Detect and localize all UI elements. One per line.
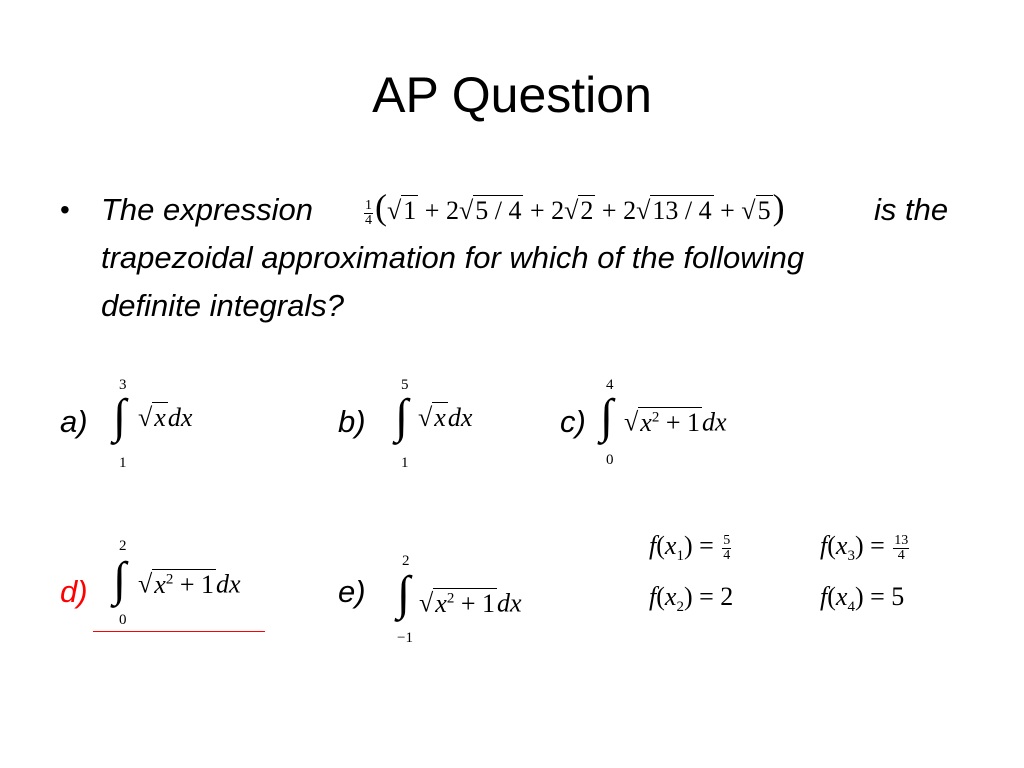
option-a-label: a) bbox=[60, 404, 88, 439]
answer-underline bbox=[93, 631, 265, 632]
integral-sign-icon: ∫ bbox=[113, 390, 127, 443]
option-b-label: b) bbox=[338, 404, 366, 439]
option-d-label: d) bbox=[60, 574, 88, 609]
option-e-label: e) bbox=[338, 574, 366, 609]
value-f-x4: $f(x_4) = 5$ bbox=[820, 582, 905, 616]
right-paren: ) bbox=[772, 187, 785, 227]
option-b-lower-limit: 1 bbox=[401, 455, 409, 471]
value-f-x1: $f(x_1)$ = $\frac{5}{4}$ bbox=[649, 531, 731, 565]
integral-sign-icon: ∫ bbox=[397, 567, 411, 620]
option-e-lower-limit: −1 bbox=[397, 630, 413, 646]
sqrt-term-1: √1 bbox=[387, 196, 417, 225]
question-line-2: trapezoidal approximation for which of the following bbox=[101, 240, 805, 275]
option-b-integrand: √xdx bbox=[418, 403, 473, 432]
left-paren: ( bbox=[375, 187, 387, 227]
question-line-3: definite integrals? bbox=[101, 288, 344, 323]
option-a-upper-limit: 3 bbox=[119, 377, 127, 393]
integral-sign-icon: ∫ bbox=[113, 553, 127, 606]
sqrt-term-3: √2 bbox=[564, 196, 594, 225]
option-e-upper-limit: 2 bbox=[402, 553, 410, 569]
question-intro: The expression bbox=[101, 192, 313, 227]
bullet-marker: • bbox=[60, 194, 70, 225]
coefficient-fraction: $\frac{1}{4}$ bbox=[365, 197, 372, 228]
slide-title: AP Question bbox=[372, 67, 652, 123]
option-c-integrand: $√x^2 + 1dx$ bbox=[624, 407, 727, 437]
value-f-x2: $f(x_2) = 2$ bbox=[649, 582, 734, 616]
option-b-upper-limit: 5 bbox=[401, 377, 409, 393]
option-c-upper-limit: 4 bbox=[606, 377, 614, 393]
option-d-integrand: $√x^2 + 1dx$ bbox=[138, 569, 241, 599]
integral-sign-icon: ∫ bbox=[600, 390, 614, 443]
sqrt-term-4: √13 / 4 bbox=[636, 196, 712, 225]
option-e-integrand: $√x^2 + 1dx$ bbox=[419, 588, 522, 618]
question-after-expression: is the bbox=[874, 192, 949, 227]
integral-sign-icon: ∫ bbox=[395, 390, 409, 443]
sqrt-term-2: √5 / 4 bbox=[458, 196, 522, 225]
option-c-lower-limit: 0 bbox=[606, 452, 614, 468]
sqrt-term-5: √5 bbox=[741, 196, 771, 225]
option-c-label: c) bbox=[560, 404, 586, 439]
option-a-integrand: √xdx bbox=[138, 403, 193, 432]
option-d-upper-limit: 2 bbox=[119, 538, 127, 554]
option-a-lower-limit: 1 bbox=[119, 455, 127, 471]
option-d-lower-limit: 0 bbox=[119, 612, 127, 628]
value-f-x3: $f(x_3)$ = $\frac{13}{4}$ bbox=[820, 531, 909, 565]
trapezoid-expression: $\frac{1}{4}$ (√1 + 2√5 / 4 + 2√2 + 2√13 / 4 + √5) bbox=[365, 187, 785, 228]
